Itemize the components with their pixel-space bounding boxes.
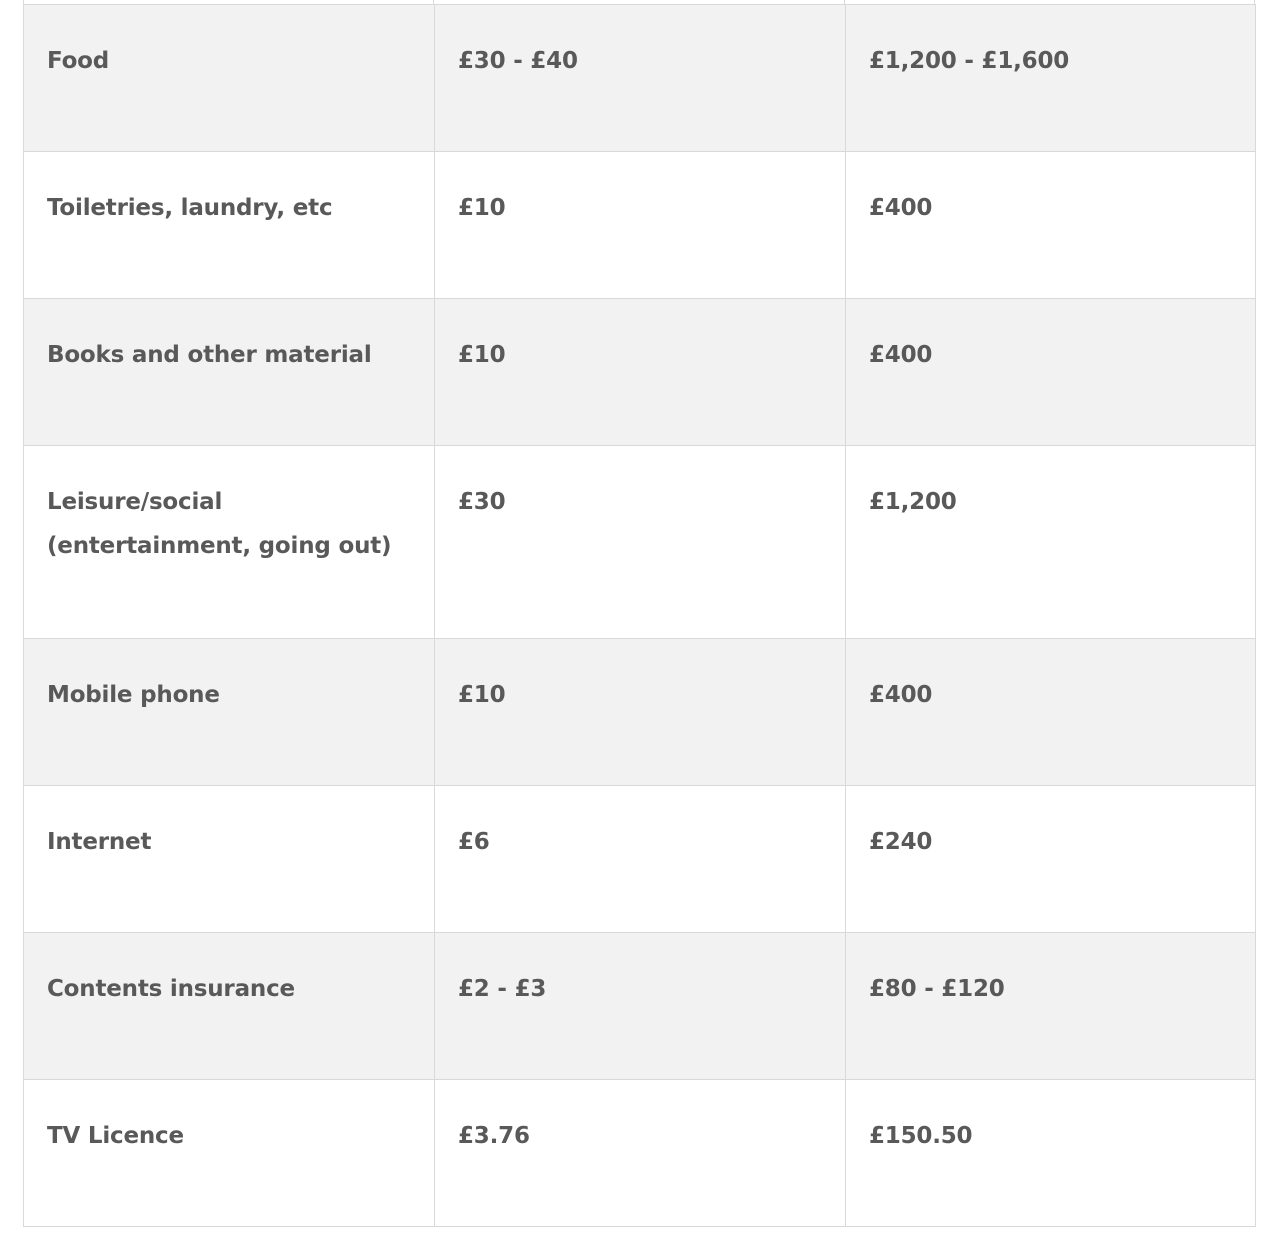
yearly-cost-cell: £240 <box>846 786 1256 933</box>
item-cell: Leisure/social (entertainment, going out) <box>24 446 435 639</box>
yearly-cost-cell: £400 <box>846 299 1256 446</box>
table-row <box>24 5 1256 152</box>
table-row <box>24 933 1256 1080</box>
living-costs-table-container <box>23 4 1255 1227</box>
weekly-cost-cell: £30 - £40 <box>435 5 846 152</box>
table-row <box>24 639 1256 786</box>
item-cell: TV Licence <box>24 1080 435 1227</box>
yearly-cost-cell: £1,200 <box>846 446 1256 639</box>
weekly-cost-cell: £6 <box>435 786 846 933</box>
weekly-cost-cell: £10 <box>435 639 846 786</box>
item-cell: Toiletries, laundry, etc <box>24 152 435 299</box>
weekly-cost-cell: £10 <box>435 152 846 299</box>
yearly-cost-cell: £400 <box>846 639 1256 786</box>
living-costs-table <box>23 4 1256 1227</box>
weekly-cost-cell: £10 <box>435 299 846 446</box>
weekly-cost-cell: £2 - £3 <box>435 933 846 1080</box>
yearly-cost-cell: £80 - £120 <box>846 933 1256 1080</box>
item-cell: Mobile phone <box>24 639 435 786</box>
table-row <box>24 446 1256 639</box>
item-cell: Internet <box>24 786 435 933</box>
table-row <box>24 786 1256 933</box>
table-row <box>24 1080 1256 1227</box>
table-row <box>24 152 1256 299</box>
item-cell: Books and other material <box>24 299 435 446</box>
item-cell: Contents insurance <box>24 933 435 1080</box>
item-cell: Food <box>24 5 435 152</box>
table-row <box>24 299 1256 446</box>
yearly-cost-cell: £1,200 - £1,600 <box>846 5 1256 152</box>
yearly-cost-cell: £150.50 <box>846 1080 1256 1227</box>
weekly-cost-cell: £30 <box>435 446 846 639</box>
yearly-cost-cell: £400 <box>846 152 1256 299</box>
weekly-cost-cell: £3.76 <box>435 1080 846 1227</box>
